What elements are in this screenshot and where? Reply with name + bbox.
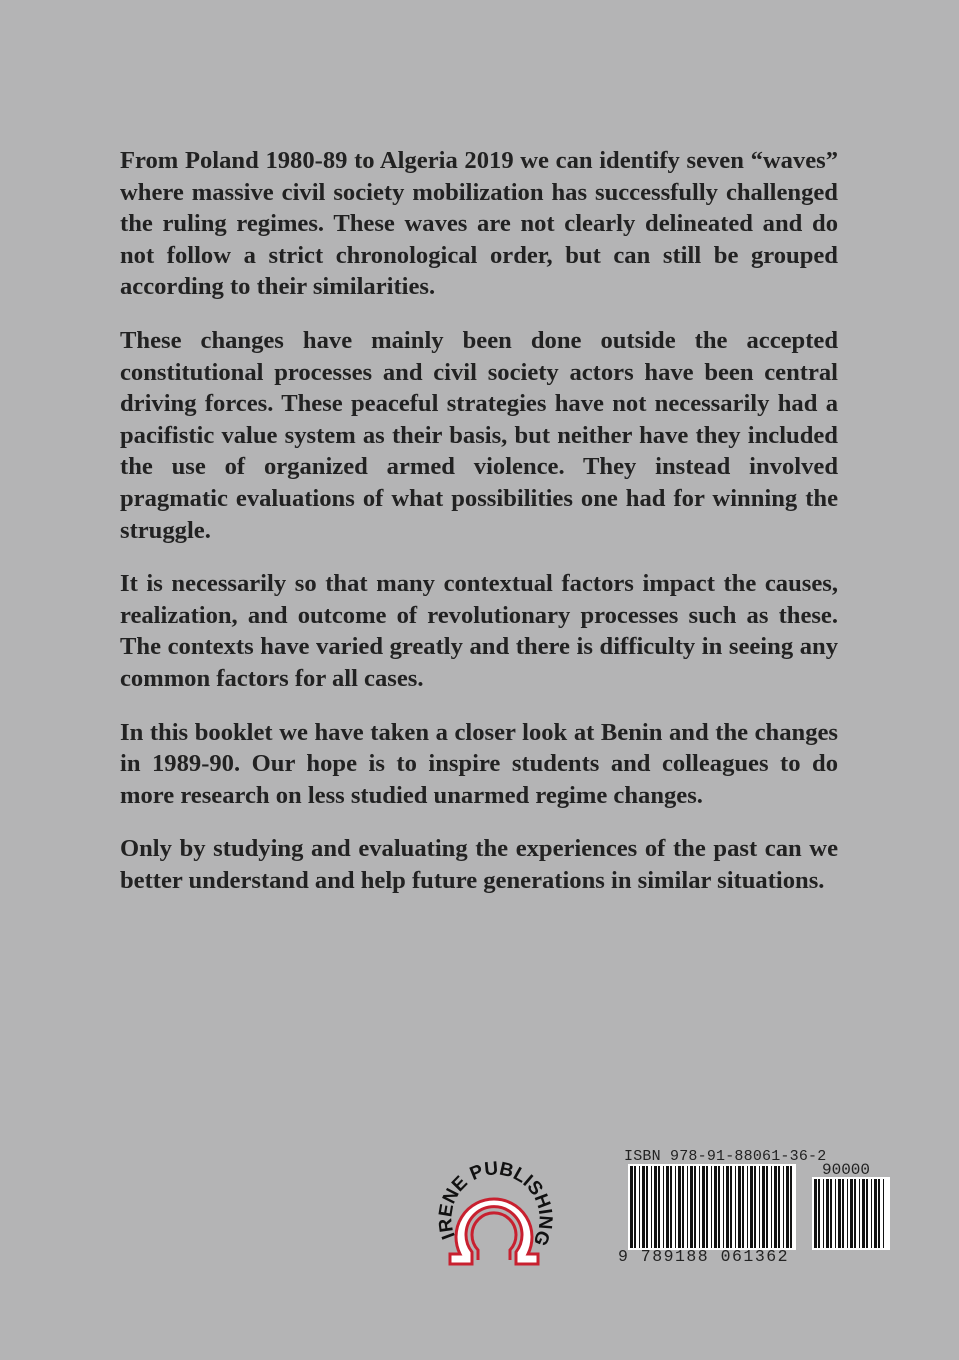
isbn-barcode — [618, 1148, 898, 1270]
isbn-label: ISBN 978-91-88061-36-2 — [624, 1148, 827, 1165]
paragraph-2: These changes have mainly been done outside the accepted constitutional processes and civil society actors have been central driving forces. These peaceful strategies have not necessarily had a pacifistic value system as their basis, but neither have they included the use of organized armed violence. They instead involved pragmatic evaluations of what possibilities one had for winning the struggle. — [120, 326, 838, 544]
paragraph-5: Only by studying and evaluating the experiences of the past can we better understand and help future generations in similar situations. — [120, 835, 838, 894]
publisher-logo — [434, 1160, 554, 1275]
paragraph-1: From Poland 1980-89 to Algeria 2019 we can identify seven “waves” where massive civil society mobilization has successfully challenged the ruling regimes. These waves are not clearly delineated and do not follow a strict chronological order, but can still be grouped according to their similarities. — [120, 147, 838, 301]
paragraph-3: It is necessarily so that many contextual factors impact the causes, realization, and outcome of revolutionary processes such as these. The contexts have varied greatly and there is difficulty in seeing any common factors for all cases. — [120, 570, 838, 692]
back-cover-text — [120, 145, 838, 918]
price-code: 90000 — [822, 1161, 871, 1179]
omega-logo-icon — [434, 1160, 554, 1275]
barcode-digits: 9 789188 061362 — [618, 1247, 790, 1266]
logo-text: IRENE PUBLISHING — [435, 1160, 554, 1249]
paragraph-4: In this booklet we have taken a closer look at Benin and the changes in 1989-90. Our hope is to inspire students and colleagues to do more research on less studied unarmed regime changes. — [120, 718, 838, 809]
